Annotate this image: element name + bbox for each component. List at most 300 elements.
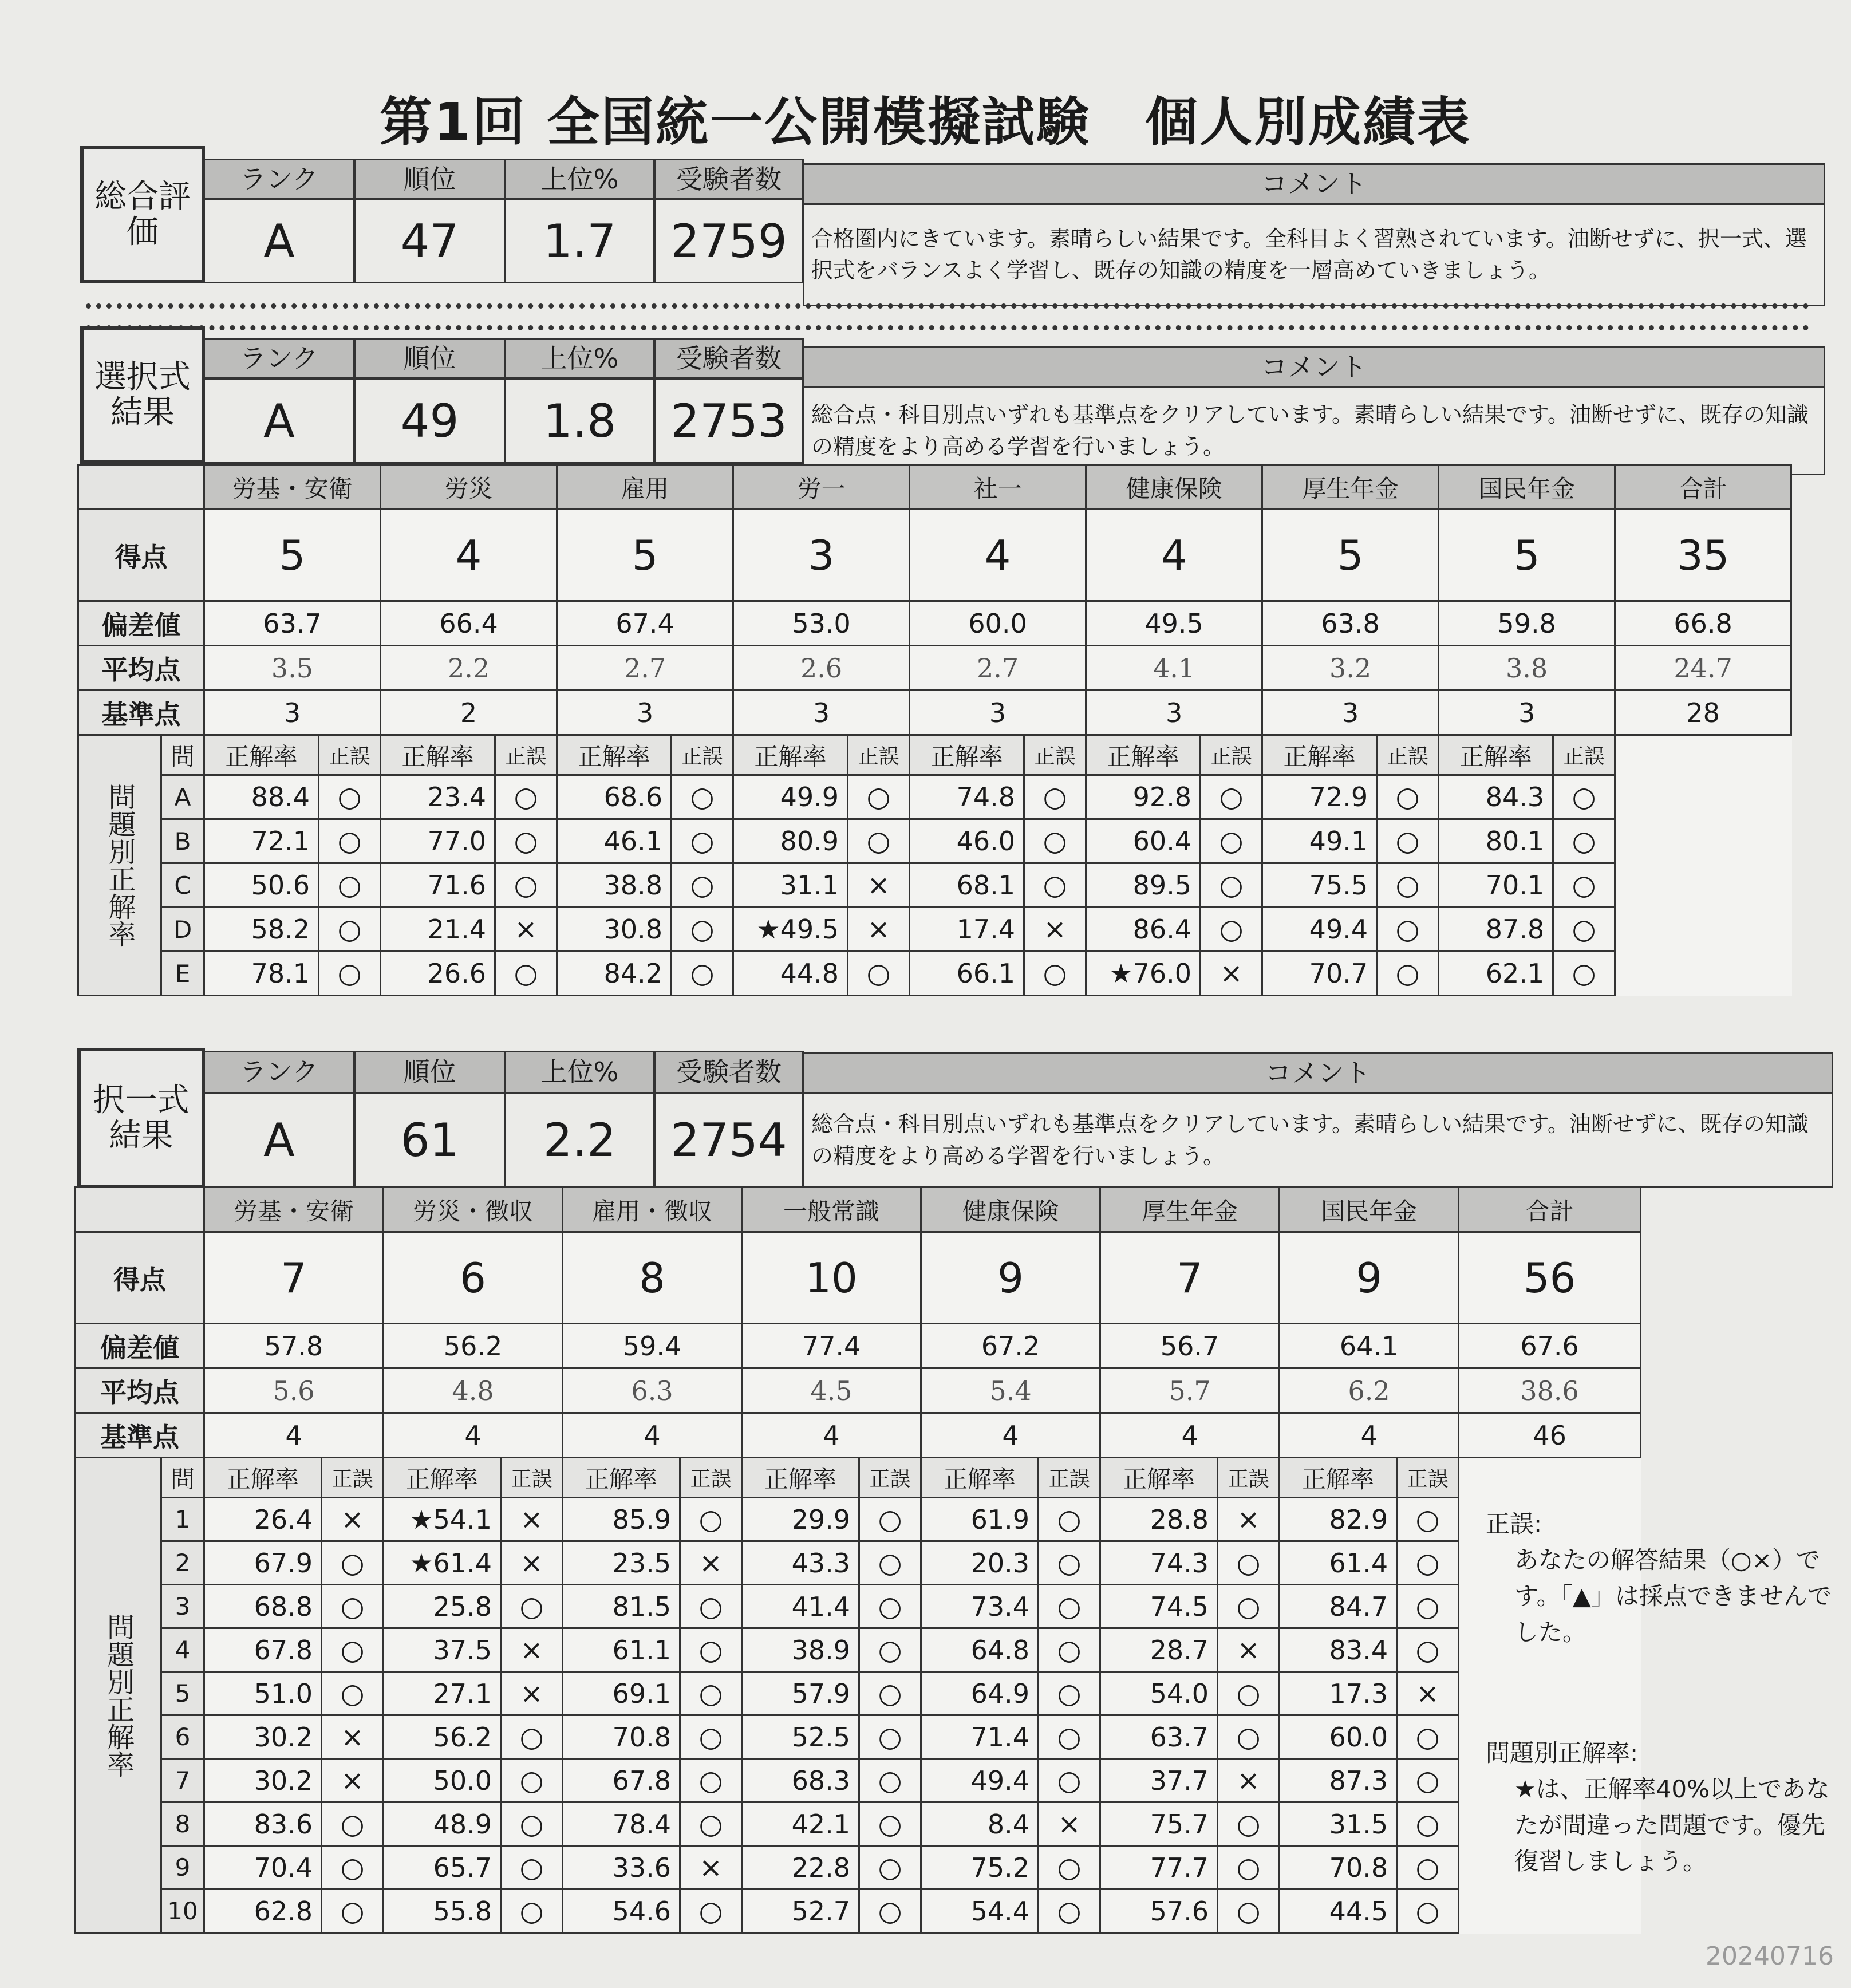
correctness-mark: ○ [322, 1846, 384, 1890]
multiple-rank: A [203, 1092, 355, 1188]
correctness-header: 正誤 [1039, 1458, 1100, 1498]
question-id: C [161, 863, 204, 908]
position-header: 順位 [354, 338, 506, 379]
deviation-total: 67.6 [1459, 1324, 1641, 1368]
correctness-mark: ○ [848, 819, 910, 863]
standard-value: 4 [563, 1413, 742, 1458]
corner-cell [78, 465, 204, 510]
legend-rate-text: ★は、正解率40%以上であなたが間違った問題です。優先復習しましょう。 [1514, 1775, 1830, 1875]
correct-rate: 48.9 [384, 1802, 501, 1846]
correct-rate: 44.5 [1280, 1890, 1397, 1933]
correct-rate-header: 正解率 [384, 1458, 501, 1498]
correctness-mark: ○ [1201, 908, 1262, 952]
correctness-mark: ○ [1039, 1715, 1100, 1759]
question-id: 1 [161, 1498, 204, 1541]
correct-rate: 70.7 [1262, 952, 1377, 996]
correct-rate: 44.8 [733, 952, 848, 996]
correctness-mark: ○ [495, 863, 557, 908]
question-id: A [161, 775, 204, 819]
score-value: 3 [733, 510, 910, 601]
average-value: 2.6 [733, 646, 910, 691]
top-pct-header: 上位% [504, 338, 655, 379]
correctness-mark: × [1218, 1759, 1280, 1802]
question-id: 4 [161, 1628, 204, 1672]
correct-rate: 57.9 [742, 1672, 859, 1715]
correctness-header: 正誤 [1397, 1458, 1459, 1498]
correct-rate: 70.1 [1439, 863, 1553, 908]
correctness-mark: ○ [1201, 819, 1262, 863]
deviation-total: 66.8 [1615, 601, 1791, 646]
correct-rate: 8.4 [921, 1802, 1039, 1846]
score-value: 6 [384, 1232, 563, 1324]
correct-rate: 75.2 [921, 1846, 1039, 1890]
average-value: 5.6 [204, 1368, 384, 1413]
correct-rate-header: 正解率 [910, 735, 1024, 775]
correctness-mark: ○ [1039, 1541, 1100, 1585]
correctness-mark: ○ [319, 908, 381, 952]
correctness-mark: ○ [1218, 1802, 1280, 1846]
date-stamp: 20240716 [1706, 1942, 1834, 1971]
standard-value: 3 [733, 691, 910, 735]
correctness-mark: ○ [1218, 1541, 1280, 1585]
score-value: 5 [1262, 510, 1439, 601]
blank-cell [1615, 952, 1791, 996]
correct-rate: 75.5 [1262, 863, 1377, 908]
correctness-mark: ○ [859, 1585, 921, 1628]
correctness-mark: ○ [1039, 1628, 1100, 1672]
correct-rate: 21.4 [381, 908, 495, 952]
correct-rate: 56.2 [384, 1715, 501, 1759]
correct-rate: 20.3 [921, 1541, 1039, 1585]
correct-rate: 38.8 [557, 863, 672, 908]
correct-rate: 31.5 [1280, 1802, 1397, 1846]
deviation-value: 67.2 [921, 1324, 1100, 1368]
correctness-mark: ○ [319, 952, 381, 996]
correct-rate: 68.3 [742, 1759, 859, 1802]
correct-rate: 37.5 [384, 1628, 501, 1672]
deviation-value: 59.4 [563, 1324, 742, 1368]
corner-cell [76, 1188, 204, 1232]
correct-rate: ★61.4 [384, 1541, 501, 1585]
blank-cell [1615, 775, 1791, 819]
correct-rate: 66.1 [910, 952, 1024, 996]
subject-header: 雇用・徴収 [563, 1188, 742, 1232]
correct-rate-header: 正解率 [557, 735, 672, 775]
correct-rate: 88.4 [204, 775, 319, 819]
correctness-mark: ○ [1039, 1585, 1100, 1628]
standard-row-label: 基準点 [76, 1413, 204, 1458]
correctness-mark: ○ [859, 1802, 921, 1846]
correctness-mark: ○ [859, 1890, 921, 1933]
correctness-mark: ○ [1039, 1672, 1100, 1715]
examinees-header: 受験者数 [654, 338, 804, 379]
correctness-mark: ○ [501, 1585, 563, 1628]
selection-examinees: 2753 [654, 378, 804, 464]
correct-rate: 68.6 [557, 775, 672, 819]
deviation-value: 59.8 [1439, 601, 1615, 646]
subject-header: 雇用 [557, 465, 733, 510]
legend-correctness-title: 正誤: [1486, 1510, 1542, 1538]
correct-rate: ★76.0 [1086, 952, 1201, 996]
correctness-mark: ○ [680, 1802, 742, 1846]
question-id: D [161, 908, 204, 952]
deviation-value: 57.8 [204, 1324, 384, 1368]
correctness-mark: × [1201, 952, 1262, 996]
correct-rate: 46.1 [557, 819, 672, 863]
correctness-mark: ○ [680, 1890, 742, 1933]
correct-rate: ★54.1 [384, 1498, 501, 1541]
correctness-mark: ○ [680, 1715, 742, 1759]
standard-value: 2 [381, 691, 557, 735]
deviation-value: 56.7 [1100, 1324, 1280, 1368]
overall-label: 総合評価 [80, 146, 205, 283]
score-value: 7 [204, 1232, 384, 1324]
correctness-mark: ○ [1553, 775, 1615, 819]
correctness-mark: ○ [322, 1585, 384, 1628]
standard-row-label: 基準点 [78, 691, 204, 735]
correctness-header: 正誤 [1553, 735, 1615, 775]
correct-rate: 49.4 [921, 1759, 1039, 1802]
correct-rate: 72.1 [204, 819, 319, 863]
average-value: 3.2 [1262, 646, 1439, 691]
correctness-mark: ○ [1397, 1541, 1459, 1585]
correctness-mark: × [322, 1715, 384, 1759]
correctness-mark: ○ [1201, 775, 1262, 819]
correct-rate: 78.1 [204, 952, 319, 996]
score-value: 8 [563, 1232, 742, 1324]
correctness-header: 正誤 [1218, 1458, 1280, 1498]
correct-rate: 62.1 [1439, 952, 1553, 996]
dotted-divider [86, 303, 1809, 309]
subject-header: 国民年金 [1280, 1188, 1459, 1232]
correctness-mark: × [848, 908, 910, 952]
correctness-mark: × [1397, 1672, 1459, 1715]
average-value: 4.5 [742, 1368, 921, 1413]
correct-rate: 49.4 [1262, 908, 1377, 952]
correctness-mark: × [680, 1846, 742, 1890]
standard-value: 3 [910, 691, 1086, 735]
correct-rate: 17.3 [1280, 1672, 1397, 1715]
legend-correctness-text: あなたの解答結果（○×）です。「▲」は採点できませんでした。 [1514, 1546, 1832, 1646]
correctness-mark: ○ [1397, 1585, 1459, 1628]
standard-value: 4 [204, 1413, 384, 1458]
deviation-value: 53.0 [733, 601, 910, 646]
position-header: 順位 [354, 159, 506, 200]
correct-rate-header: 正解率 [921, 1458, 1039, 1498]
correct-rate: 30.8 [557, 908, 672, 952]
correct-rate: 49.1 [1262, 819, 1377, 863]
correct-rate: 41.4 [742, 1585, 859, 1628]
correct-rate-header: 正解率 [1439, 735, 1553, 775]
selection-label: 選択式結果 [80, 326, 205, 464]
correct-rate: 58.2 [204, 908, 319, 952]
correctness-mark: ○ [1397, 1498, 1459, 1541]
correct-rate: 28.8 [1100, 1498, 1218, 1541]
correct-rate: 33.6 [563, 1846, 680, 1890]
correct-rate: 63.7 [1100, 1715, 1218, 1759]
page-title: 第1回 全国統一公開模擬試験 個人別成績表 [379, 92, 1472, 153]
question-id: B [161, 819, 204, 863]
correctness-mark: ○ [1039, 1846, 1100, 1890]
correctness-mark: ○ [1553, 863, 1615, 908]
standard-value: 3 [1262, 691, 1439, 735]
correct-rate: 80.9 [733, 819, 848, 863]
correctness-mark: × [501, 1672, 563, 1715]
multiple-examinees: 2754 [654, 1092, 804, 1188]
blank-cell [1615, 863, 1791, 908]
legend-correctness [1486, 1506, 1841, 1650]
correctness-mark: ○ [859, 1498, 921, 1541]
correctness-mark: ○ [1218, 1890, 1280, 1933]
correct-rate: 87.8 [1439, 908, 1553, 952]
correct-rate: 61.4 [1280, 1541, 1397, 1585]
correctness-mark: ○ [1218, 1672, 1280, 1715]
standard-value: 4 [921, 1413, 1100, 1458]
correctness-header: 正誤 [672, 735, 733, 775]
standard-total: 46 [1459, 1413, 1641, 1458]
multiple-score-table [74, 1186, 1641, 1934]
deviation-value: 63.7 [204, 601, 381, 646]
correctness-mark: ○ [322, 1541, 384, 1585]
correctness-mark: × [848, 863, 910, 908]
average-value: 2.2 [381, 646, 557, 691]
correct-rate-header: 正解率 [733, 735, 848, 775]
examinees-header: 受験者数 [654, 159, 804, 200]
standard-value: 3 [1086, 691, 1262, 735]
correctness-mark: ○ [859, 1846, 921, 1890]
score-total: 56 [1459, 1232, 1641, 1324]
question-id: 3 [161, 1585, 204, 1628]
comment-header: コメント [803, 1052, 1833, 1094]
correct-rate: ★49.5 [733, 908, 848, 952]
overall-examinees: 2759 [654, 199, 804, 283]
correctness-mark: × [1218, 1498, 1280, 1541]
average-value: 3.8 [1439, 646, 1615, 691]
correctness-mark: ○ [501, 1890, 563, 1933]
score-value: 7 [1100, 1232, 1280, 1324]
standard-value: 4 [1280, 1413, 1459, 1458]
question-id: 10 [161, 1890, 204, 1933]
subject-header: 労基・安衛 [204, 1188, 384, 1232]
correctness-mark: ○ [1201, 863, 1262, 908]
multiple-comment: 総合点・科目別点いずれも基準点をクリアしています。素晴らしい結果です。油断せずに、既存の知識の精度をより高める学習を行いましょう。 [803, 1092, 1833, 1188]
correct-rate: 87.3 [1280, 1759, 1397, 1802]
comment-header: コメント [803, 163, 1825, 204]
correctness-mark: ○ [1397, 1802, 1459, 1846]
correct-rate: 64.9 [921, 1672, 1039, 1715]
correct-rate: 82.9 [1280, 1498, 1397, 1541]
correct-rate-header: 正解率 [204, 735, 319, 775]
correctness-mark: × [501, 1541, 563, 1585]
correctness-mark: ○ [680, 1628, 742, 1672]
subject-header: 国民年金 [1439, 465, 1615, 510]
correctness-mark: ○ [1024, 863, 1086, 908]
correctness-mark: ○ [1377, 952, 1439, 996]
average-total: 24.7 [1615, 646, 1791, 691]
correctness-mark: ○ [859, 1628, 921, 1672]
subject-header: 社一 [910, 465, 1086, 510]
selection-comment: 総合点・科目別点いずれも基準点をクリアしています。素晴らしい結果です。油断せずに、既存の知識の精度をより高める学習を行いましょう。 [803, 386, 1825, 475]
standard-value: 4 [1100, 1413, 1280, 1458]
average-value: 5.7 [1100, 1368, 1280, 1413]
correctness-mark: ○ [319, 863, 381, 908]
subject-header: 労災 [381, 465, 557, 510]
correct-rate: 64.8 [921, 1628, 1039, 1672]
correctness-mark: ○ [1397, 1759, 1459, 1802]
correct-rate: 67.8 [563, 1759, 680, 1802]
correctness-mark: × [501, 1628, 563, 1672]
average-value: 6.3 [563, 1368, 742, 1413]
correct-rate: 67.9 [204, 1541, 322, 1585]
correctness-mark: × [680, 1541, 742, 1585]
correct-rate: 23.4 [381, 775, 495, 819]
correct-rate: 84.7 [1280, 1585, 1397, 1628]
subject-header: 厚生年金 [1262, 465, 1439, 510]
blank-cell [1615, 908, 1791, 952]
correctness-mark: ○ [859, 1672, 921, 1715]
correct-rate: 78.4 [563, 1802, 680, 1846]
standard-total: 28 [1615, 691, 1791, 735]
correct-rate: 74.3 [1100, 1541, 1218, 1585]
score-value: 10 [742, 1232, 921, 1324]
overall-position: 47 [354, 199, 506, 283]
correct-rate: 92.8 [1086, 775, 1201, 819]
overall-rank: A [203, 199, 355, 283]
correct-rate: 70.8 [1280, 1846, 1397, 1890]
correctness-header: 正誤 [495, 735, 557, 775]
question-id: 8 [161, 1802, 204, 1846]
correct-rate: 62.8 [204, 1890, 322, 1933]
correct-rate-header: 正解率 [1100, 1458, 1218, 1498]
score-value: 5 [1439, 510, 1615, 601]
correctness-mark: ○ [1377, 863, 1439, 908]
subject-header: 労一 [733, 465, 910, 510]
correctness-mark: × [501, 1498, 563, 1541]
deviation-row-label: 偏差値 [76, 1324, 204, 1368]
correct-rate: 83.6 [204, 1802, 322, 1846]
score-row-label: 得点 [76, 1232, 204, 1324]
correct-rate: 54.6 [563, 1890, 680, 1933]
comment-header: コメント [803, 346, 1825, 388]
deviation-value: 77.4 [742, 1324, 921, 1368]
correct-rate: 68.1 [910, 863, 1024, 908]
correctness-mark: ○ [501, 1759, 563, 1802]
correct-rate-header: 正解率 [381, 735, 495, 775]
correct-rate: 89.5 [1086, 863, 1201, 908]
score-value: 9 [1280, 1232, 1459, 1324]
question-header: 問 [161, 1458, 204, 1498]
correct-rate: 60.4 [1086, 819, 1201, 863]
correctness-mark: ○ [672, 908, 733, 952]
correct-rate: 75.7 [1100, 1802, 1218, 1846]
correct-rate: 81.5 [563, 1585, 680, 1628]
correct-rate: 54.4 [921, 1890, 1039, 1933]
correct-rate: 30.2 [204, 1759, 322, 1802]
correctness-mark: ○ [501, 1846, 563, 1890]
correct-rate: 49.9 [733, 775, 848, 819]
correctness-mark: ○ [495, 775, 557, 819]
correctness-header: 正誤 [848, 735, 910, 775]
subject-header: 一般常識 [742, 1188, 921, 1232]
correct-rate: 74.8 [910, 775, 1024, 819]
score-value: 4 [1086, 510, 1262, 601]
correct-rate-header: 正解率 [1262, 735, 1377, 775]
correctness-mark: ○ [1218, 1715, 1280, 1759]
question-id: 2 [161, 1541, 204, 1585]
correct-rate-header: 正解率 [204, 1458, 322, 1498]
standard-value: 3 [204, 691, 381, 735]
correctness-mark: ○ [1397, 1846, 1459, 1890]
correctness-mark: ○ [1024, 819, 1086, 863]
by-question-label: 問題別正解率 [76, 1458, 161, 1933]
average-row-label: 平均点 [78, 646, 204, 691]
correctness-mark: × [495, 908, 557, 952]
correct-rate: 83.4 [1280, 1628, 1397, 1672]
correct-rate: 25.8 [384, 1585, 501, 1628]
average-value: 6.2 [1280, 1368, 1459, 1413]
multiple-top-pct: 2.2 [504, 1092, 655, 1188]
blank-cell [1459, 1672, 1641, 1715]
correctness-mark: ○ [672, 952, 733, 996]
correct-rate: 71.4 [921, 1715, 1039, 1759]
score-value: 5 [204, 510, 381, 601]
correctness-mark: ○ [1397, 1715, 1459, 1759]
correct-rate: 71.6 [381, 863, 495, 908]
correct-rate: 26.6 [381, 952, 495, 996]
correct-rate-header: 正解率 [563, 1458, 680, 1498]
correctness-mark: ○ [680, 1498, 742, 1541]
correct-rate: 30.2 [204, 1715, 322, 1759]
deviation-value: 49.5 [1086, 601, 1262, 646]
correctness-mark: ○ [859, 1541, 921, 1585]
multiple-position: 61 [354, 1092, 506, 1188]
overall-comment: 合格圏内にきています。素晴らしい結果です。全科目よく習熟されています。油断せずに、択一式、選択式をバランスよく学習し、既存の知識の精度を一層高めていきましょう。 [803, 203, 1825, 306]
deviation-value: 67.4 [557, 601, 733, 646]
correct-rate: 60.0 [1280, 1715, 1397, 1759]
correct-rate: 65.7 [384, 1846, 501, 1890]
deviation-value: 60.0 [910, 601, 1086, 646]
legend-rate-title: 問題別正解率: [1486, 1739, 1639, 1767]
deviation-value: 56.2 [384, 1324, 563, 1368]
top-pct-header: 上位% [504, 159, 655, 200]
correctness-header: 正誤 [1201, 735, 1262, 775]
total-header: 合計 [1459, 1188, 1641, 1232]
question-id: 5 [161, 1672, 204, 1715]
dotted-divider-2 [86, 325, 1809, 330]
correctness-mark: ○ [322, 1890, 384, 1933]
question-id: 7 [161, 1759, 204, 1802]
selection-position: 49 [354, 378, 506, 464]
correct-rate: 55.8 [384, 1890, 501, 1933]
average-value: 2.7 [557, 646, 733, 691]
correct-rate: 84.2 [557, 952, 672, 996]
correctness-mark: ○ [322, 1672, 384, 1715]
correctness-header: 正誤 [859, 1458, 921, 1498]
question-header: 問 [161, 735, 204, 775]
correctness-mark: ○ [680, 1672, 742, 1715]
correctness-mark: ○ [680, 1759, 742, 1802]
standard-value: 3 [1439, 691, 1615, 735]
blank-cell [1459, 1458, 1641, 1498]
correctness-mark: ○ [1024, 952, 1086, 996]
correctness-mark: ○ [1397, 1628, 1459, 1672]
subject-header: 労基・安衛 [204, 465, 381, 510]
correct-rate: 84.3 [1439, 775, 1553, 819]
correct-rate: 38.9 [742, 1628, 859, 1672]
correct-rate: 51.0 [204, 1672, 322, 1715]
correct-rate: 73.4 [921, 1585, 1039, 1628]
correct-rate: 54.0 [1100, 1672, 1218, 1715]
